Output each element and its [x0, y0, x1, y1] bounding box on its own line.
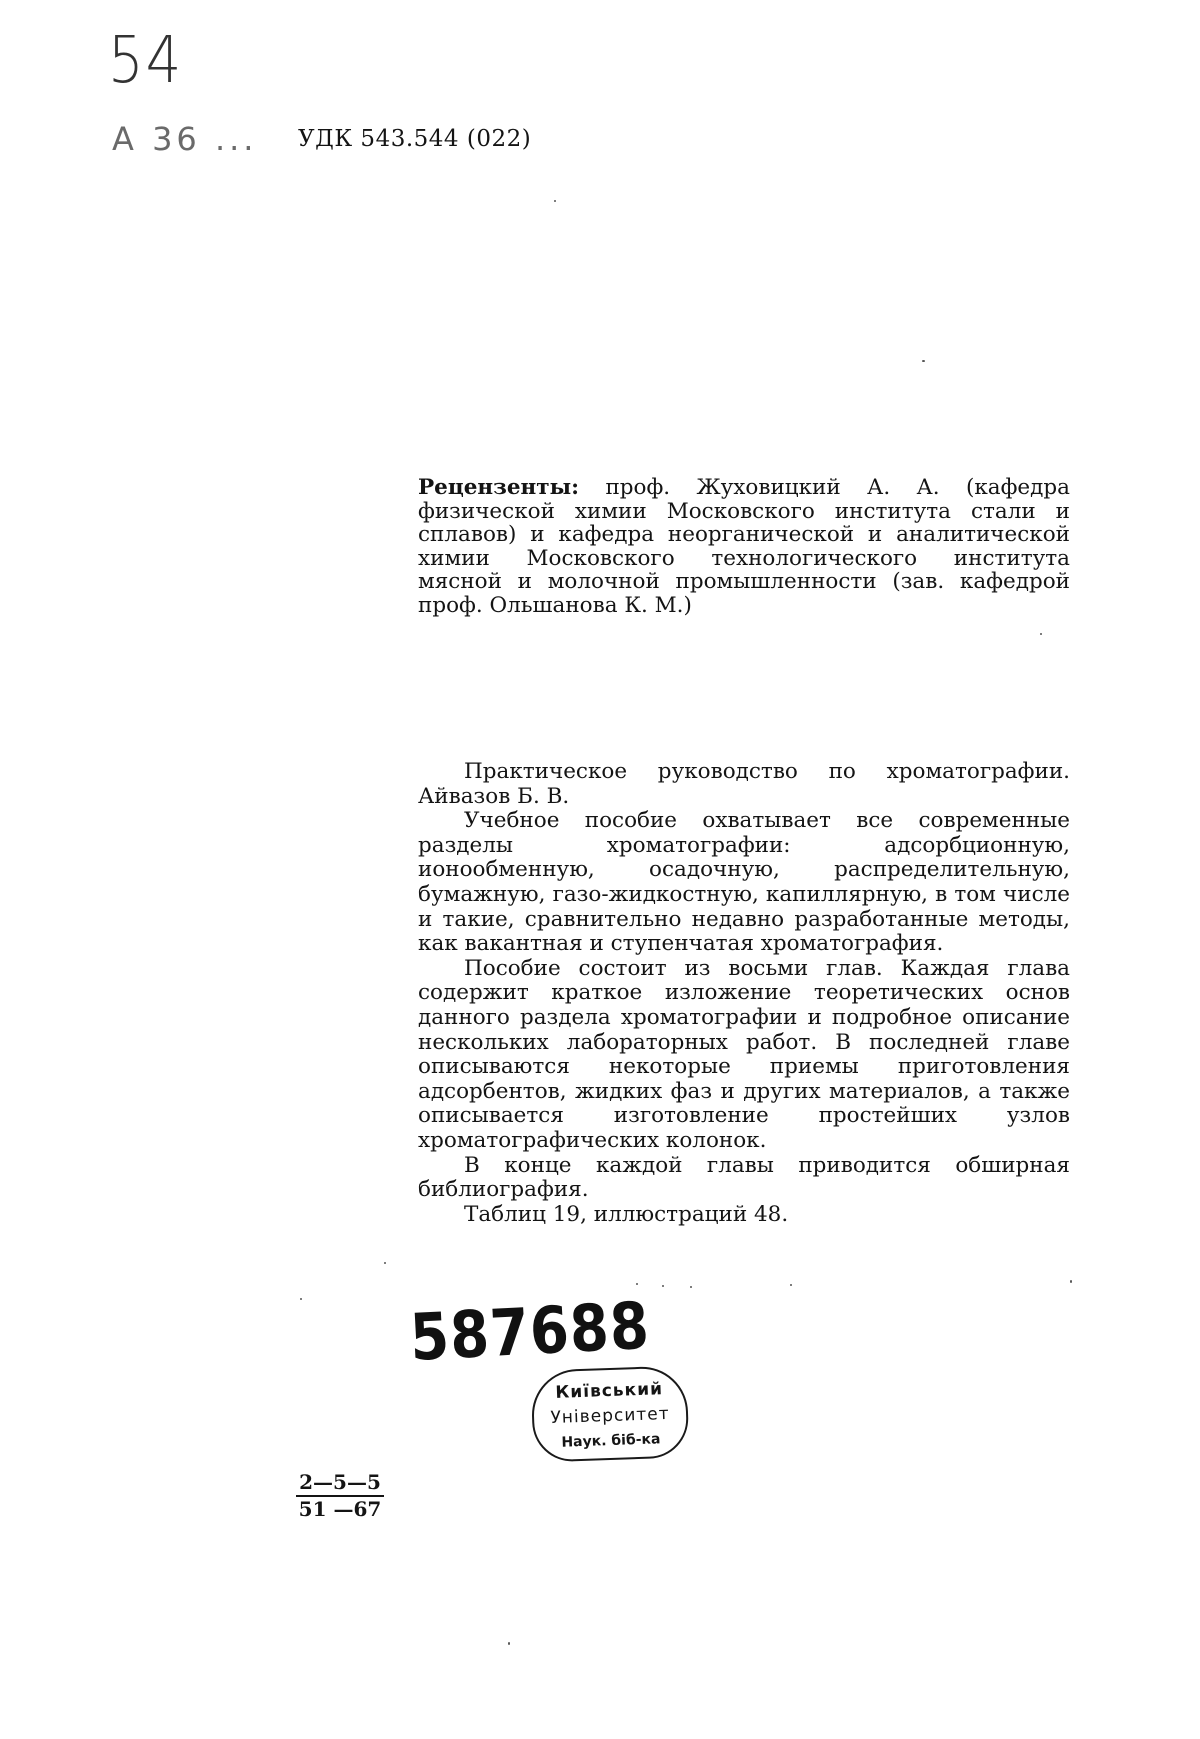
stamp-line-3: Наук. біб-ка — [561, 1431, 661, 1451]
abstract-paragraph: Пособие состоит из восьми глав. Каждая глава содержит краткое изложение теоретических основ данного раздела хроматографии и подробное описание нескольких лабораторных работ. В последней главе описываются некоторые приемы приготовления адсорбентов, жидких фаз и других материалов, а также описывается изготовление простейших узлов хроматографических колонок. — [418, 955, 1070, 1153]
scan-speck — [690, 1286, 692, 1288]
scan-speck — [554, 200, 556, 202]
handwritten-author-mark: А 36 ... — [112, 120, 258, 158]
inventory-number: 587688 — [408, 1288, 652, 1377]
abstract-title: Практическое руководство по хроматографии. Айвазов Б. В. — [418, 759, 1070, 809]
reviewers-block — [418, 476, 1070, 617]
scan-speck — [1040, 633, 1042, 635]
library-stamp — [530, 1365, 689, 1462]
scan-speck — [636, 1283, 638, 1285]
handwritten-shelf-mark: 54 — [108, 23, 184, 98]
stamp-line-2: Університет — [550, 1403, 670, 1429]
abstract-block — [418, 760, 1070, 1227]
abstract-paragraph: Учебное пособие охватывает все современные разделы хроматографии: адсорбционную, ионообменную, осадочную, распределительную, бумажную, газо-жидкостную, капиллярную, в том числе и такие, сравнительно недавно разработанные методы, как вакантная и ступенчатая хроматография. — [418, 808, 1070, 957]
code-numerator: 2—5—5 — [299, 1470, 381, 1494]
code-denominator: 51 —67 — [296, 1495, 384, 1522]
stamp-line-1: Київський — [555, 1379, 664, 1403]
scan-speck — [300, 1298, 302, 1300]
scan-speck — [1070, 1280, 1072, 1283]
scan-speck — [662, 1285, 664, 1287]
reviewers-label: Рецензенты: — [418, 475, 580, 500]
abstract-paragraph: В конце каждой главы приводится обширная библиография. — [418, 1152, 1070, 1203]
publication-code — [296, 1470, 384, 1522]
scan-speck — [922, 360, 925, 362]
scan-speck — [508, 1642, 510, 1645]
scan-speck — [384, 1262, 386, 1264]
reviewers-text: проф. Жуховицкий А. А. (кафедра физической химии Московского института стали и сплавов) и кафедра неорганической и аналитической химии Московского технологического института мясной и молочной промышленности (зав. кафедрой проф. Ольшанова К. М.) — [418, 475, 1070, 618]
udk-code: УДК 543.544 (022) — [298, 126, 532, 152]
abstract-stats: Таблиц 19, иллюстраций 48. — [464, 1201, 789, 1227]
scan-speck — [790, 1284, 792, 1286]
